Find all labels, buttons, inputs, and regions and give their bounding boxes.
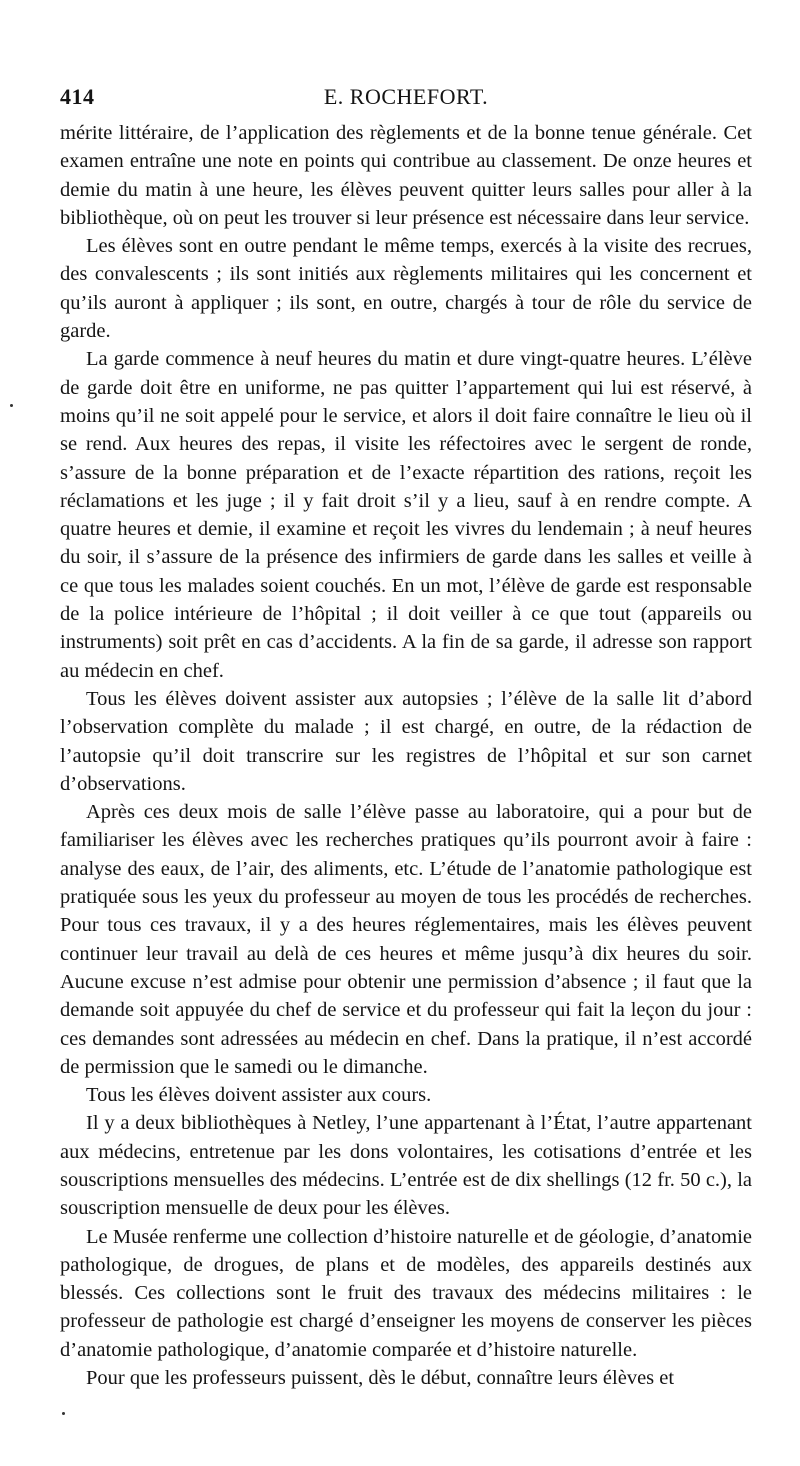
paragraph-libraries: Il y a deux bibliothèques à Netley, l’une appartenant à l’État, l’autre appartenant aux médecins, entretenue par les dons volontaires, les cotisations d’entrée et les souscriptions mensuelles des médecins. L’entrée est de dix shellings (12 fr. 50 c.), la souscription mensuelle de deux pour les élèves. [60, 1112, 752, 1220]
body-text [60, 119, 752, 1392]
paragraph-laboratory: Après ces deux mois de salle l’élève passe au laboratoire, qui a pour but de familiariser les élèves avec les recherches pratiques qu’ils pourront avoir à faire : analyse des eaux, de l’air, des aliments, etc. L’étude de l’anatomie pathologique est pratiquée sous les yeux du professeur au moyen de tous les procédés de recherches. Pour tous ces travaux, il y a des heures réglementaires, mais les élèves peuvent continuer leur travail au delà de ces heures et même jusqu’à dix heures du soir. Aucune excuse n’est admise pour obtenir une permission d’absence ; il faut que la demande soit appuyée du chef de service et du professeur qui fait la leçon du jour : ces demandes sont adressées au médecin en chef. Dans la pratique, il n’est accordé de permission que le samedi ou le dimanche. [60, 801, 752, 1078]
paragraph-continuation: mérite littéraire, de l’application des règlements et de la bonne tenue générale. Cet examen entraîne une note en points qui contribue au classement. De onze heures et demie du matin à une heure, les élèves peuvent quitter leurs salles pour aller à la bibliothèque, où on peut les trouver si leur présence est nécessaire dans leur service. [60, 122, 752, 229]
running-head [60, 82, 752, 116]
paragraph-recruits: Les élèves sont en outre pendant le même temps, exercés à la visite des recrues, des convalescents ; ils sont initiés aux règlements militaires qui les concernent et qu’ils auront à appliquer ; ils sont, en outre, chargés à tour de rôle du service de garde. [60, 235, 752, 343]
running-title: E. ROCHEFORT. [323, 84, 489, 109]
paragraph-guard-duty: La garde commence à neuf heures du matin et dure vingt-quatre heures. L’élève de garde doit être en uniforme, ne pas quitter l’appartement qui lui est réservé, à moins qu’il ne soit appelé pour le service, et alors il doit faire connaître le lieu où il se rend. Aux heures des repas, il visite les réfectoires avec le sergent de ronde, s’assure de la bonne préparation et de l’exacte répartition des rations, reçoit les réclamations et les juge ; il y fait droit s’il y a lieu, sauf à en rendre compte. A quatre heures et demie, il examine et reçoit les vivres du lendemain ; à neuf heures du soir, il s’assure de la présence des infirmiers de garde dans les salles et veille à ce que tous les malades soient couchés. En un mot, l’élève de garde est responsable de la police intérieure de l’hôpital ; il doit veiller à ce que tout (appareils ou instruments) soit prêt en cas d’accidents. A la fin de sa garde, il adresse son rapport au médecin en chef. [60, 348, 752, 682]
paragraph-museum: Le Musée renferme une collection d’histoire naturelle et de géologie, d’anatomie pathologique, de drogues, de plans et de modèles, des appareils destinés aux blessés. Ces collections sont le fruit des travaux des médecins militaires : le professeur de pathologie est chargé d’enseigner les moyens de conserver les pièces d’anatomie pathologique, d’anatomie comparée et d’histoire naturelle. [60, 1225, 752, 1361]
paragraph-autopsies: Tous les élèves doivent assister aux autopsies ; l’élève de la salle lit d’abord l’observation complète du malade ; il est chargé, en outre, de la rédaction de l’autopsie qu’il doit transcrire sur les registres de l’hôpital et sur son carnet d’observations. [60, 687, 752, 795]
bottom-speck [62, 1412, 65, 1415]
paragraph-professors: Pour que les professeurs puissent, dès le début, connaître leurs élèves et [86, 1367, 675, 1390]
page-number: 414 [60, 84, 95, 109]
paragraph-courses: Tous les élèves doivent assister aux cours. [86, 1084, 432, 1107]
margin-speck [10, 404, 13, 407]
